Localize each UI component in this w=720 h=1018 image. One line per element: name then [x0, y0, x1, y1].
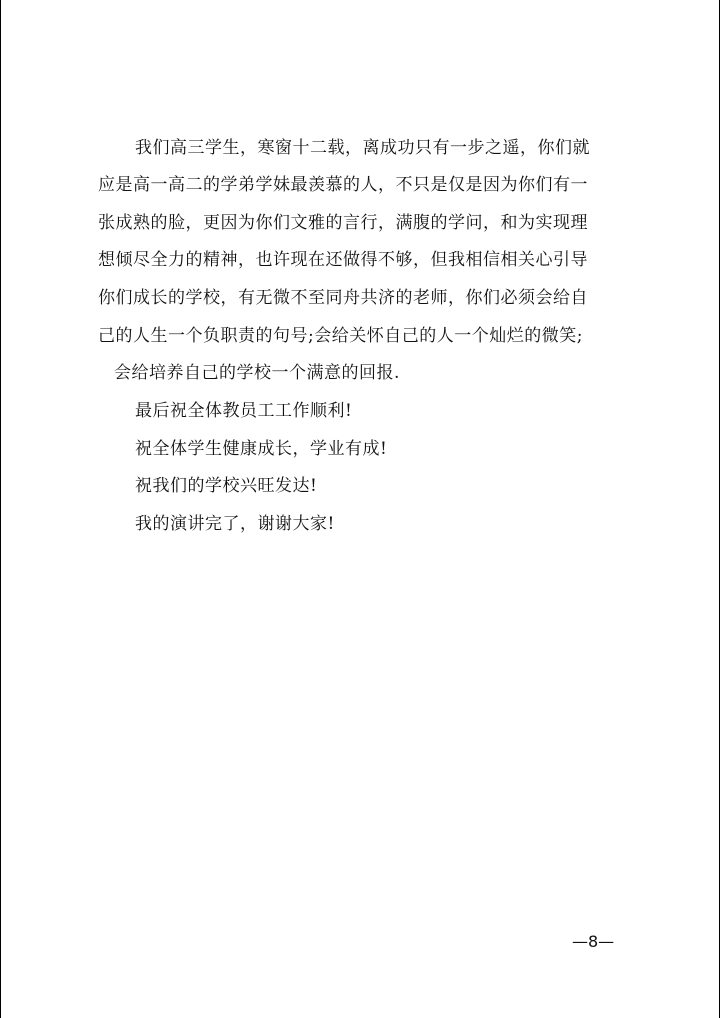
wish-line: 我的演讲完了，谢谢大家! — [135, 514, 335, 534]
paragraph-line: 张成熟的脸，更因为你们文雅的言行，满腹的学问，和为实现理 — [98, 213, 588, 233]
paragraph-line: 应是高一高二的学弟学妹最羡慕的人，不只是仅是因为你们有一 — [98, 175, 588, 195]
paragraph-line: 想倾尽全力的精神，也许现在还做得不够，但我相信相关心引导 — [98, 250, 588, 270]
page-border-left — [0, 0, 1, 1018]
page-number: —8— — [572, 932, 615, 951]
wish-line: 祝全体学生健康成长，学业有成! — [135, 439, 388, 459]
paragraph-line: 会给培养自己的学校一个满意的回报. — [114, 363, 400, 383]
paragraph-line: 己的人生一个负职责的句号;会给关怀自己的人一个灿烂的微笑; — [98, 326, 583, 346]
wish-line: 祝我们的学校兴旺发达! — [135, 476, 318, 496]
wish-line: 最后祝全体教员工工作顺利! — [135, 401, 353, 421]
paragraph-line: 我们高三学生，寒窗十二载，离成功只有一步之遥，你们就 — [135, 138, 590, 158]
paragraph-line: 你们成长的学校，有无微不至同舟共济的老师，你们必须会给自 — [98, 288, 588, 308]
